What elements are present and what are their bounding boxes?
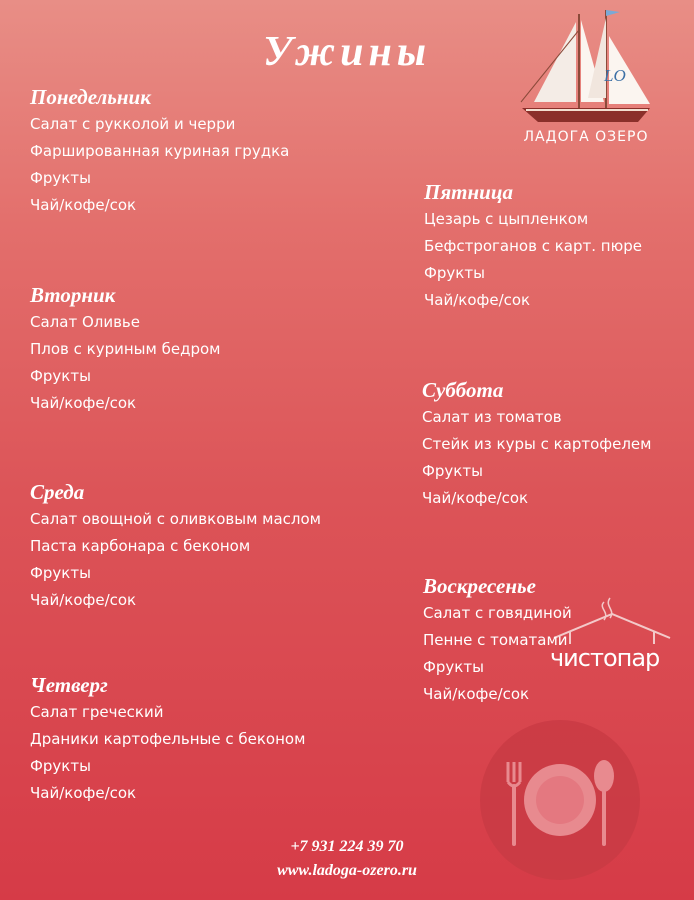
menu-item: Чай/кофе/сок <box>424 291 531 309</box>
menu-item: Салат с рукколой и черри <box>30 115 236 133</box>
day-title: Пятница <box>424 180 514 204</box>
menu-item: Бефстроганов с карт. пюре <box>424 237 642 255</box>
menu-item: Салат с говядиной <box>423 604 572 622</box>
menu-item: Салат Оливье <box>30 313 141 331</box>
menu-item: Фрукты <box>424 264 485 282</box>
day-title: Понедельник <box>30 85 151 109</box>
menu-item: Фаршированная куриная грудка <box>30 142 290 160</box>
day-title: Среда <box>30 480 85 504</box>
plate-cutlery-icon <box>478 718 642 882</box>
menu-item: Чай/кофе/сок <box>423 685 530 703</box>
menu-item: Фрукты <box>30 757 91 775</box>
day-sunday <box>423 573 572 708</box>
chistopar-logo-text: чистопар <box>550 644 660 672</box>
day-title: Воскресенье <box>423 574 536 598</box>
menu-item: Плов с куриным бедром <box>30 340 221 358</box>
menu-item: Чай/кофе/сок <box>30 196 137 214</box>
day-saturday <box>422 377 651 512</box>
menu-item: Фрукты <box>30 169 91 187</box>
menu-item: Салат греческий <box>30 703 164 721</box>
day-tuesday <box>30 282 220 417</box>
menu-item: Паста карбонара с беконом <box>30 537 251 555</box>
menu-item: Фрукты <box>30 367 91 385</box>
phone-number: +7 931 224 39 70 <box>290 838 404 855</box>
menu-item: Цезарь с цыпленком <box>424 210 589 228</box>
menu-item: Чай/кофе/сок <box>422 489 529 507</box>
menu-item: Фрукты <box>423 658 484 676</box>
menu-item: Чай/кофе/сок <box>30 591 137 609</box>
logo-monogram: LO <box>604 66 626 85</box>
day-title: Суббота <box>422 378 504 402</box>
day-friday <box>424 179 642 314</box>
menu-item: Стейк из куры с картофелем <box>422 435 652 453</box>
logo-text: ЛАДОГА ОЗЕРО <box>523 129 649 145</box>
menu-item: Салат овощной с оливковым маслом <box>30 510 321 528</box>
day-wednesday <box>30 479 321 614</box>
menu-item: Пенне с томатами <box>423 631 568 649</box>
page-title: Ужины <box>263 29 431 75</box>
menu-item: Салат из томатов <box>422 408 562 426</box>
menu-item: Драники картофельные с беконом <box>30 730 306 748</box>
website-link[interactable]: www.ladoga-ozero.ru <box>277 862 417 879</box>
day-title: Четверг <box>30 673 108 697</box>
menu-item: Фрукты <box>422 462 483 480</box>
menu-item: Чай/кофе/сок <box>30 394 137 412</box>
day-thursday <box>30 672 305 807</box>
day-title: Вторник <box>30 283 116 307</box>
day-monday <box>30 84 289 219</box>
menu-item: Фрукты <box>30 564 91 582</box>
menu-item: Чай/кофе/сок <box>30 784 137 802</box>
